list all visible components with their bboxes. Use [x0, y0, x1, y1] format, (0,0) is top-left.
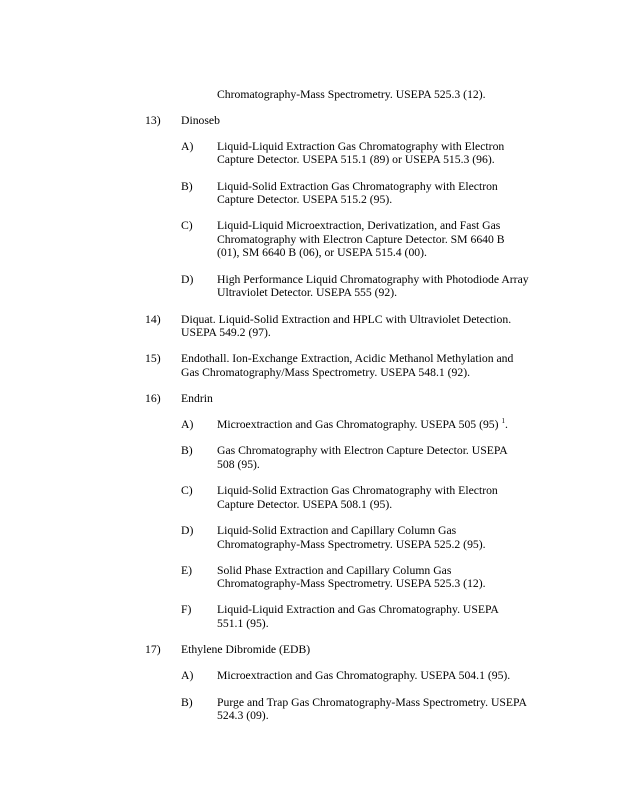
item-16a-letter: A) — [181, 418, 194, 431]
item-13c-line-1: Liquid-Liquid Microextraction, Derivatization, and Fast Gas — [217, 219, 501, 232]
item-17b-letter: B) — [181, 696, 193, 709]
item-13d-line-2: Ultraviolet Detector. USEPA 555 (92). — [217, 286, 398, 299]
item-15-line-2: Gas Chromatography/Mass Spectrometry. USEPA 548.1 (92). — [181, 366, 471, 379]
item-13b-line-2: Capture Detector. USEPA 515.2 (95). — [217, 193, 393, 206]
item-16e-letter: E) — [181, 564, 193, 577]
item-16a-text: Microextraction and Gas Chromatography. USEPA 505 (95) — [217, 418, 499, 431]
item-16a-period: . — [504, 418, 508, 431]
item-16d-line-1: Liquid-Solid Extraction and Capillary Column Gas — [217, 524, 457, 537]
item-16f-letter: F) — [181, 603, 192, 616]
item-16b-letter: B) — [181, 444, 193, 457]
item-17-heading: Ethylene Dibromide (EDB) — [181, 643, 311, 656]
item-14-line-2: USEPA 549.2 (97). — [181, 326, 271, 339]
item-16a-line-1 — [217, 418, 508, 432]
item-13a-line-1: Liquid-Liquid Extraction Gas Chromatography with Electron — [217, 140, 505, 153]
item-16d-line-2: Chromatography-Mass Spectrometry. USEPA 525.2 (95). — [217, 538, 486, 551]
item-16c-line-1: Liquid-Solid Extraction Gas Chromatography with Electron — [217, 484, 498, 497]
item-13d-line-1: High Performance Liquid Chromatography with Photodiode Array — [217, 273, 529, 286]
item-16e-line-1: Solid Phase Extraction and Capillary Column Gas — [217, 564, 452, 577]
item-14-number: 14) — [145, 313, 161, 326]
item-13b-line-1: Liquid-Solid Extraction Gas Chromatography with Electron — [217, 180, 498, 193]
item-14-line-1: Diquat. Liquid-Solid Extraction and HPLC with Ultraviolet Detection. — [181, 313, 512, 326]
item-16-number: 16) — [145, 392, 161, 405]
item-13b-letter: B) — [181, 180, 193, 193]
item-17b-line-2: 524.3 (09). — [217, 709, 269, 722]
item-13d-letter: D) — [181, 273, 194, 286]
item-16b-line-1: Gas Chromatography with Electron Capture Detector. USEPA — [217, 444, 508, 457]
item-13c-letter: C) — [181, 219, 193, 232]
item-13-number: 13) — [145, 114, 161, 127]
item-17a-letter: A) — [181, 669, 194, 682]
item-16f-line-2: 551.1 (95). — [217, 617, 269, 630]
item-15-number: 15) — [145, 352, 161, 365]
item-16d-letter: D) — [181, 524, 194, 537]
item-16a-footnote-ref: 1 — [501, 417, 505, 426]
item-15-line-1: Endothall. Ion-Exchange Extraction, Acidic Methanol Methylation and — [181, 352, 514, 365]
item-13c-line-3: (01), SM 6640 B (06), or USEPA 515.4 (00). — [217, 246, 427, 259]
item-16e-line-2: Chromatography-Mass Spectrometry. USEPA 525.3 (12). — [217, 577, 486, 590]
item-16-heading: Endrin — [181, 392, 213, 405]
item-16c-line-2: Capture Detector. USEPA 508.1 (95). — [217, 498, 393, 511]
item-13a-letter: A) — [181, 140, 194, 153]
continued-text: Chromatography-Mass Spectrometry. USEPA 525.3 (12). — [217, 88, 486, 101]
item-17a-line-1: Microextraction and Gas Chromatography. USEPA 504.1 (95). — [217, 669, 511, 682]
item-16f-line-1: Liquid-Liquid Extraction and Gas Chromatography. USEPA — [217, 603, 499, 616]
item-16b-line-2: 508 (95). — [217, 458, 260, 471]
item-17-number: 17) — [145, 643, 161, 656]
item-17b-line-1: Purge and Trap Gas Chromatography-Mass Spectrometry. USEPA — [217, 696, 527, 709]
item-13-heading: Dinoseb — [181, 114, 220, 127]
item-13c-line-2: Chromatography with Electron Capture Detector. SM 6640 B — [217, 233, 505, 246]
item-16c-letter: C) — [181, 484, 193, 497]
item-13a-line-2: Capture Detector. USEPA 515.1 (89) or USEPA 515.3 (96). — [217, 153, 495, 166]
